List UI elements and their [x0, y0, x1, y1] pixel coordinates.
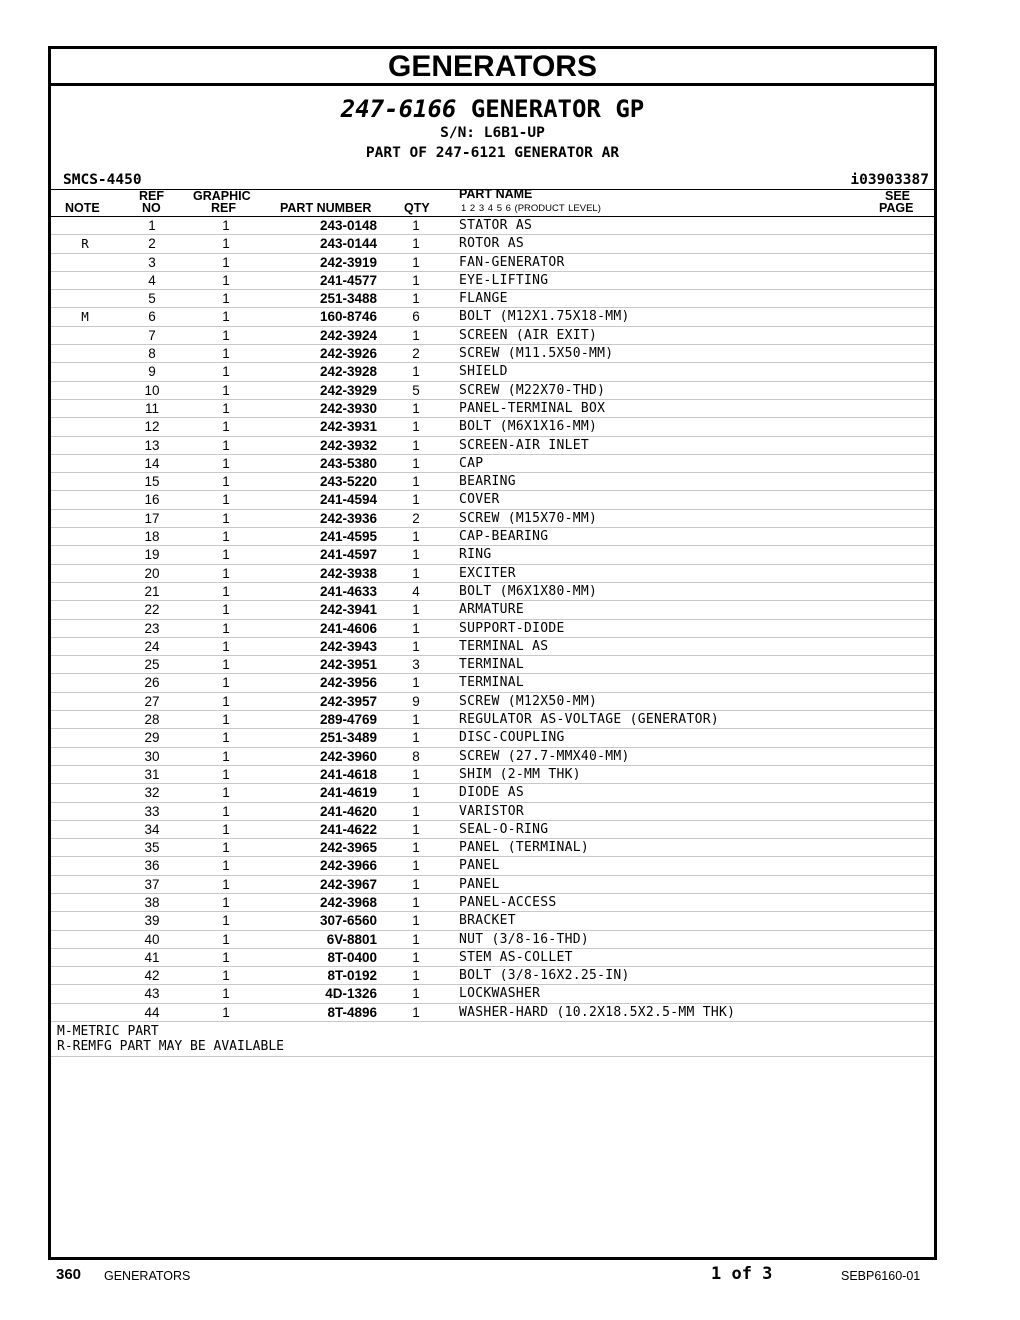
qty-cell: 2	[412, 346, 420, 362]
col-ref-no-line1: REF	[139, 189, 164, 203]
qty-cell: 6	[412, 309, 420, 325]
qty-cell: 1	[412, 492, 420, 508]
qty-cell: 1	[412, 803, 420, 819]
qty-cell: 1	[412, 364, 420, 380]
part-name-cell: CAP-BEARING	[459, 529, 549, 545]
qty-cell: 1	[412, 712, 420, 728]
part-number-cell: 243-5380	[319, 455, 377, 471]
graphic-ref-cell: 1	[222, 949, 230, 965]
part-name-cell: BOLT (3/8-16X2.25-IN)	[459, 968, 630, 984]
part-name-cell: SCREW (M22X70-THD)	[459, 382, 606, 398]
qty-cell: 1	[412, 236, 420, 252]
ref-no-cell: 27	[144, 693, 160, 709]
part-number-cell: 242-3936	[319, 510, 377, 526]
qty-cell: 1	[412, 218, 420, 233]
parts-table	[51, 217, 934, 1022]
part-name-cell: PANEL-TERMINAL BOX	[459, 400, 606, 416]
part-name-cell: SCREW (M12X50-MM)	[459, 693, 598, 709]
graphic-ref-cell: 1	[222, 419, 230, 435]
table-row	[51, 1004, 934, 1022]
ref-no-cell: 25	[144, 657, 160, 673]
page-footer	[0, 1262, 1020, 1288]
part-name-cell: PANEL (TERMINAL)	[459, 840, 590, 856]
graphic-ref-cell: 1	[222, 821, 230, 837]
part-number-cell: 243-0148	[319, 218, 377, 233]
qty-cell: 1	[412, 565, 420, 581]
ref-no-cell: 1	[148, 218, 156, 233]
part-number-cell: 160-8746	[319, 309, 377, 325]
part-number-cell: 241-4622	[319, 821, 377, 837]
part-number-cell: 242-3928	[319, 364, 377, 380]
ref-no-cell: 44	[144, 1004, 160, 1020]
qty-cell: 1	[412, 858, 420, 874]
part-number-cell: 242-3967	[319, 876, 377, 892]
graphic-ref-cell: 1	[222, 346, 230, 362]
qty-cell: 1	[412, 455, 420, 471]
part-number-cell: 8T-0400	[327, 949, 377, 965]
col-part-name: PART NAME	[459, 187, 533, 201]
graphic-ref-cell: 1	[222, 858, 230, 874]
part-name-cell: VARISTOR	[459, 803, 525, 819]
section-title: GENERATORS	[51, 49, 934, 86]
table-row	[51, 931, 934, 949]
ref-no-cell: 36	[144, 858, 160, 874]
part-name-cell: EYE-LIFTING	[459, 272, 549, 288]
ref-no-cell: 17	[144, 510, 160, 526]
ref-no-cell: 9	[148, 364, 156, 380]
table-row	[51, 254, 934, 272]
table-row	[51, 437, 934, 455]
ref-no-cell: 42	[144, 968, 160, 984]
note-line: R-REMFG PART MAY BE AVAILABLE	[57, 1039, 284, 1055]
ref-no-cell: 23	[144, 620, 160, 636]
qty-cell: 1	[412, 913, 420, 929]
table-row	[51, 821, 934, 839]
part-name-cell: FLANGE	[459, 291, 508, 307]
table-row	[51, 876, 934, 894]
part-name-cell: DISC-COUPLING	[459, 730, 565, 746]
table-row	[51, 711, 934, 729]
part-number-cell: 242-3924	[319, 327, 377, 343]
footer-page-of: 1 of 3	[711, 1264, 773, 1284]
table-row	[51, 839, 934, 857]
qty-cell: 1	[412, 730, 420, 746]
table-row	[51, 455, 934, 473]
qty-cell: 1	[412, 547, 420, 563]
part-of: PART OF 247-6121 GENERATOR AR	[365, 145, 620, 161]
part-name-cell: SCREW (M15X70-MM)	[459, 510, 598, 526]
graphic-ref-cell: 1	[222, 620, 230, 636]
table-row	[51, 217, 934, 235]
graphic-ref-cell: 1	[222, 364, 230, 380]
graphic-ref-cell: 1	[222, 931, 230, 947]
graphic-ref-cell: 1	[222, 254, 230, 270]
part-name-cell: BOLT (M6X1X16-MM)	[459, 419, 598, 435]
part-name-cell: COVER	[459, 492, 500, 508]
table-row	[51, 656, 934, 674]
graphic-ref-cell: 1	[222, 400, 230, 416]
graphic-ref-cell: 1	[222, 510, 230, 526]
table-row	[51, 510, 934, 528]
ref-no-cell: 26	[144, 675, 160, 691]
ref-no-cell: 31	[144, 766, 160, 782]
graphic-ref-cell: 1	[222, 913, 230, 929]
part-name-cell: TERMINAL AS	[459, 638, 549, 654]
qty-cell: 1	[412, 894, 420, 910]
part-name-cell: REGULATOR AS-VOLTAGE (GENERATOR)	[459, 712, 720, 728]
graphic-ref-cell: 1	[222, 565, 230, 581]
qty-cell: 3	[412, 657, 420, 673]
table-row	[51, 912, 934, 930]
qty-cell: 1	[412, 766, 420, 782]
table-row	[51, 803, 934, 821]
qty-cell: 1	[412, 876, 420, 892]
part-name-cell: BEARING	[459, 474, 516, 490]
qty-cell: 1	[412, 529, 420, 545]
qty-cell: 1	[412, 400, 420, 416]
part-name-cell: BRACKET	[459, 913, 516, 929]
part-name-cell: ARMATURE	[459, 602, 525, 618]
table-row	[51, 674, 934, 692]
ref-no-cell: 34	[144, 821, 160, 837]
table-row	[51, 729, 934, 747]
table-row	[51, 784, 934, 802]
footer-section: GENERATORS	[104, 1269, 191, 1283]
table-row	[51, 363, 934, 381]
table-row	[51, 382, 934, 400]
ref-no-cell: 7	[148, 327, 156, 343]
part-number-cell: 242-3919	[319, 254, 377, 270]
serial-range: S/N: L6B1-UP	[440, 125, 545, 141]
graphic-ref-cell: 1	[222, 455, 230, 471]
graphic-ref-cell: 1	[222, 986, 230, 1002]
part-number-cell: 241-4619	[319, 785, 377, 801]
graphic-ref-cell: 1	[222, 218, 230, 233]
part-name-cell: TERMINAL	[459, 657, 525, 673]
part-name-cell: SCREW (M11.5X50-MM)	[459, 346, 614, 362]
qty-cell: 5	[412, 382, 420, 398]
graphic-ref-cell: 1	[222, 785, 230, 801]
graphic-ref-cell: 1	[222, 693, 230, 709]
page-frame	[48, 46, 937, 1260]
part-number-cell: 251-3488	[319, 291, 377, 307]
graphic-ref-cell: 1	[222, 657, 230, 673]
part-name-cell: STATOR AS	[459, 218, 533, 233]
qty-cell: 2	[412, 510, 420, 526]
col-product-level: 1 2 3 4 5 6 (PRODUCT LEVEL)	[461, 203, 601, 214]
table-row	[51, 620, 934, 638]
qty-cell: 8	[412, 748, 420, 764]
graphic-ref-cell: 1	[222, 272, 230, 288]
qty-cell: 1	[412, 254, 420, 270]
table-row	[51, 400, 934, 418]
qty-cell: 1	[412, 986, 420, 1002]
ref-no-cell: 19	[144, 547, 160, 563]
part-name-cell: SEAL-O-RING	[459, 821, 549, 837]
ref-no-cell: 43	[144, 986, 160, 1002]
ref-no-cell: 14	[144, 455, 160, 471]
table-row	[51, 546, 934, 564]
part-name-cell: CAP	[459, 455, 484, 471]
ref-no-cell: 3	[148, 254, 156, 270]
part-number-cell: 242-3960	[319, 748, 377, 764]
col-graphic-ref-line1: GRAPHIC	[193, 189, 251, 203]
table-row	[51, 985, 934, 1003]
part-number-cell: 8T-4896	[327, 1004, 377, 1020]
note-cell: R	[81, 236, 89, 252]
part-name-cell: TERMINAL	[459, 675, 525, 691]
part-name-cell: SHIELD	[459, 364, 508, 380]
ref-no-cell: 15	[144, 474, 160, 490]
smcs-code: SMCS-4450	[63, 172, 142, 188]
qty-cell: 1	[412, 949, 420, 965]
table-header	[51, 189, 934, 217]
ref-no-cell: 32	[144, 785, 160, 801]
ref-no-cell: 21	[144, 583, 160, 599]
table-row	[51, 949, 934, 967]
ref-no-cell: 33	[144, 803, 160, 819]
graphic-ref-cell: 1	[222, 766, 230, 782]
table-row	[51, 766, 934, 784]
ref-no-cell: 28	[144, 712, 160, 728]
qty-cell: 1	[412, 602, 420, 618]
table-row	[51, 601, 934, 619]
table-row	[51, 418, 934, 436]
table-row	[51, 308, 934, 326]
part-number-cell: 241-4620	[319, 803, 377, 819]
part-name-cell: FAN-GENERATOR	[459, 254, 565, 270]
ref-no-cell: 29	[144, 730, 160, 746]
graphic-ref-cell: 1	[222, 840, 230, 856]
part-name-cell: PANEL	[459, 858, 500, 874]
part-number-cell: 307-6560	[319, 913, 377, 929]
ref-no-cell: 41	[144, 949, 160, 965]
part-number-cell: 242-3930	[319, 400, 377, 416]
graphic-ref-cell: 1	[222, 382, 230, 398]
graphic-ref-cell: 1	[222, 730, 230, 746]
part-name-cell: BOLT (M12X1.75X18-MM)	[459, 309, 630, 325]
part-number-cell: 251-3489	[319, 730, 377, 746]
part-name-cell: ROTOR AS	[459, 236, 525, 252]
qty-cell: 1	[412, 968, 420, 984]
group-name: GENERATOR GP	[470, 95, 645, 123]
part-name-cell: SHIM (2-MM THK)	[459, 766, 581, 782]
part-name-cell: BOLT (M6X1X80-MM)	[459, 583, 598, 599]
graphic-ref-cell: 1	[222, 602, 230, 618]
graphic-ref-cell: 1	[222, 474, 230, 490]
ref-no-cell: 39	[144, 913, 160, 929]
graphic-ref-cell: 1	[222, 968, 230, 984]
table-row	[51, 967, 934, 985]
group-header	[51, 95, 934, 163]
ref-no-cell: 13	[144, 437, 160, 453]
qty-cell: 1	[412, 291, 420, 307]
qty-cell: 1	[412, 419, 420, 435]
graphic-ref-cell: 1	[222, 547, 230, 563]
table-row	[51, 327, 934, 345]
qty-cell: 1	[412, 931, 420, 947]
part-name-cell: EXCITER	[459, 565, 516, 581]
graphic-ref-cell: 1	[222, 803, 230, 819]
part-name-cell: LOCKWASHER	[459, 986, 541, 1002]
part-name-cell: SCREEN-AIR INLET	[459, 437, 590, 453]
part-number-cell: 242-3932	[319, 437, 377, 453]
part-number-cell: 243-0144	[319, 236, 377, 252]
part-number-cell: 4D-1326	[325, 986, 377, 1002]
qty-cell: 1	[412, 272, 420, 288]
qty-cell: 1	[412, 785, 420, 801]
part-name-cell: NUT (3/8-16-THD)	[459, 931, 590, 947]
table-row	[51, 565, 934, 583]
table-row	[51, 528, 934, 546]
graphic-ref-cell: 1	[222, 236, 230, 252]
notes-block	[51, 1022, 934, 1057]
part-number-cell: 243-5220	[319, 474, 377, 490]
footer-doc-id: SEBP6160-01	[841, 1269, 921, 1283]
graphic-ref-cell: 1	[222, 492, 230, 508]
part-number-cell: 242-3956	[319, 675, 377, 691]
footer-page-number: 360	[56, 1266, 82, 1283]
part-name-cell: STEM AS-COLLET	[459, 949, 573, 965]
part-name-cell: SCREW (27.7-MMX40-MM)	[459, 748, 630, 764]
part-number-cell: 242-3931	[319, 419, 377, 435]
part-number-cell: 242-3951	[319, 657, 377, 673]
part-number-cell: 242-3926	[319, 346, 377, 362]
group-title	[51, 95, 934, 123]
col-qty: QTY	[404, 201, 430, 215]
table-row	[51, 748, 934, 766]
graphic-ref-cell: 1	[222, 437, 230, 453]
table-row	[51, 583, 934, 601]
part-number-cell: 242-3929	[319, 382, 377, 398]
note-cell: M	[81, 309, 89, 325]
ref-no-cell: 16	[144, 492, 160, 508]
part-number-cell: 241-4597	[319, 547, 377, 563]
col-graphic-ref-line2: REF	[211, 201, 236, 215]
reference-line	[51, 167, 934, 189]
ref-no-cell: 35	[144, 840, 160, 856]
table-row	[51, 638, 934, 656]
table-row	[51, 857, 934, 875]
part-number-cell: 241-4606	[319, 620, 377, 636]
ref-no-cell: 4	[148, 272, 156, 288]
ref-no-cell: 24	[144, 638, 160, 654]
ref-no-cell: 2	[148, 236, 156, 252]
part-number-cell: 8T-0192	[327, 968, 377, 984]
graphic-ref-cell: 1	[222, 876, 230, 892]
graphic-ref-cell: 1	[222, 291, 230, 307]
qty-cell: 4	[412, 583, 420, 599]
part-number-cell: 241-4618	[319, 766, 377, 782]
part-number-cell: 242-3957	[319, 693, 377, 709]
part-number-cell: 6V-8801	[326, 931, 377, 947]
graphic-ref-cell: 1	[222, 309, 230, 325]
qty-cell: 1	[412, 620, 420, 636]
qty-cell: 1	[412, 437, 420, 453]
part-name-cell: PANEL-ACCESS	[459, 894, 557, 910]
ref-no-cell: 22	[144, 602, 160, 618]
graphic-ref-cell: 1	[222, 712, 230, 728]
qty-cell: 1	[412, 638, 420, 654]
part-number-cell: 289-4769	[319, 712, 377, 728]
graphic-ref-cell: 1	[222, 327, 230, 343]
part-number-cell: 242-3965	[319, 840, 377, 856]
ref-no-cell: 6	[148, 309, 156, 325]
qty-cell: 1	[412, 840, 420, 856]
part-number-cell: 241-4577	[319, 272, 377, 288]
part-name-cell: DIODE AS	[459, 785, 525, 801]
col-note: NOTE	[65, 201, 100, 215]
table-row	[51, 491, 934, 509]
graphic-ref-cell: 1	[222, 583, 230, 599]
col-see-line1: SEE	[885, 189, 911, 203]
col-part-number: PART NUMBER	[280, 201, 372, 215]
graphic-ref-cell: 1	[222, 748, 230, 764]
ref-no-cell: 38	[144, 894, 160, 910]
graphic-ref-cell: 1	[222, 894, 230, 910]
ref-no-cell: 11	[144, 400, 159, 416]
graphic-ref-cell: 1	[222, 675, 230, 691]
table-row	[51, 894, 934, 912]
ref-no-cell: 5	[148, 291, 156, 307]
qty-cell: 1	[412, 1004, 420, 1020]
qty-cell: 1	[412, 327, 420, 343]
graphic-ref-cell: 1	[222, 1004, 230, 1020]
part-number-cell: 242-3941	[319, 602, 377, 618]
qty-cell: 9	[412, 693, 420, 709]
table-row	[51, 235, 934, 253]
table-row	[51, 693, 934, 711]
ref-no-cell: 37	[144, 876, 160, 892]
part-number-cell: 241-4633	[319, 583, 377, 599]
part-number-cell: 241-4594	[319, 492, 377, 508]
part-number-cell: 242-3966	[319, 858, 377, 874]
part-number-cell: 242-3943	[319, 638, 377, 654]
qty-cell: 1	[412, 821, 420, 837]
table-row	[51, 272, 934, 290]
part-name-cell: PANEL	[459, 876, 500, 892]
ref-no-cell: 12	[144, 419, 160, 435]
group-part-number: 247-6166	[340, 95, 457, 123]
ref-no-cell: 18	[144, 529, 160, 545]
graphic-ref-cell: 1	[222, 529, 230, 545]
ref-no-cell: 8	[148, 346, 156, 362]
table-row	[51, 345, 934, 363]
ref-no-cell: 30	[144, 748, 160, 764]
col-ref-no-line2: NO	[142, 201, 161, 215]
table-row	[51, 473, 934, 491]
part-number-cell: 242-3968	[319, 894, 377, 910]
col-see-line2: PAGE	[879, 201, 914, 215]
info-id: i03903387	[850, 172, 929, 188]
qty-cell: 1	[412, 675, 420, 691]
ref-no-cell: 20	[144, 565, 160, 581]
part-name-cell: SCREEN (AIR EXIT)	[459, 327, 598, 343]
graphic-ref-cell: 1	[222, 638, 230, 654]
part-number-cell: 242-3938	[319, 565, 377, 581]
part-name-cell: SUPPORT-DIODE	[459, 620, 565, 636]
qty-cell: 1	[412, 474, 420, 490]
table-row	[51, 290, 934, 308]
part-name-cell: RING	[459, 547, 492, 563]
ref-no-cell: 10	[144, 382, 160, 398]
ref-no-cell: 40	[144, 931, 160, 947]
note-line: M-METRIC PART	[57, 1024, 159, 1040]
part-name-cell: WASHER-HARD (10.2X18.5X2.5-MM THK)	[459, 1004, 736, 1020]
part-number-cell: 241-4595	[319, 529, 377, 545]
